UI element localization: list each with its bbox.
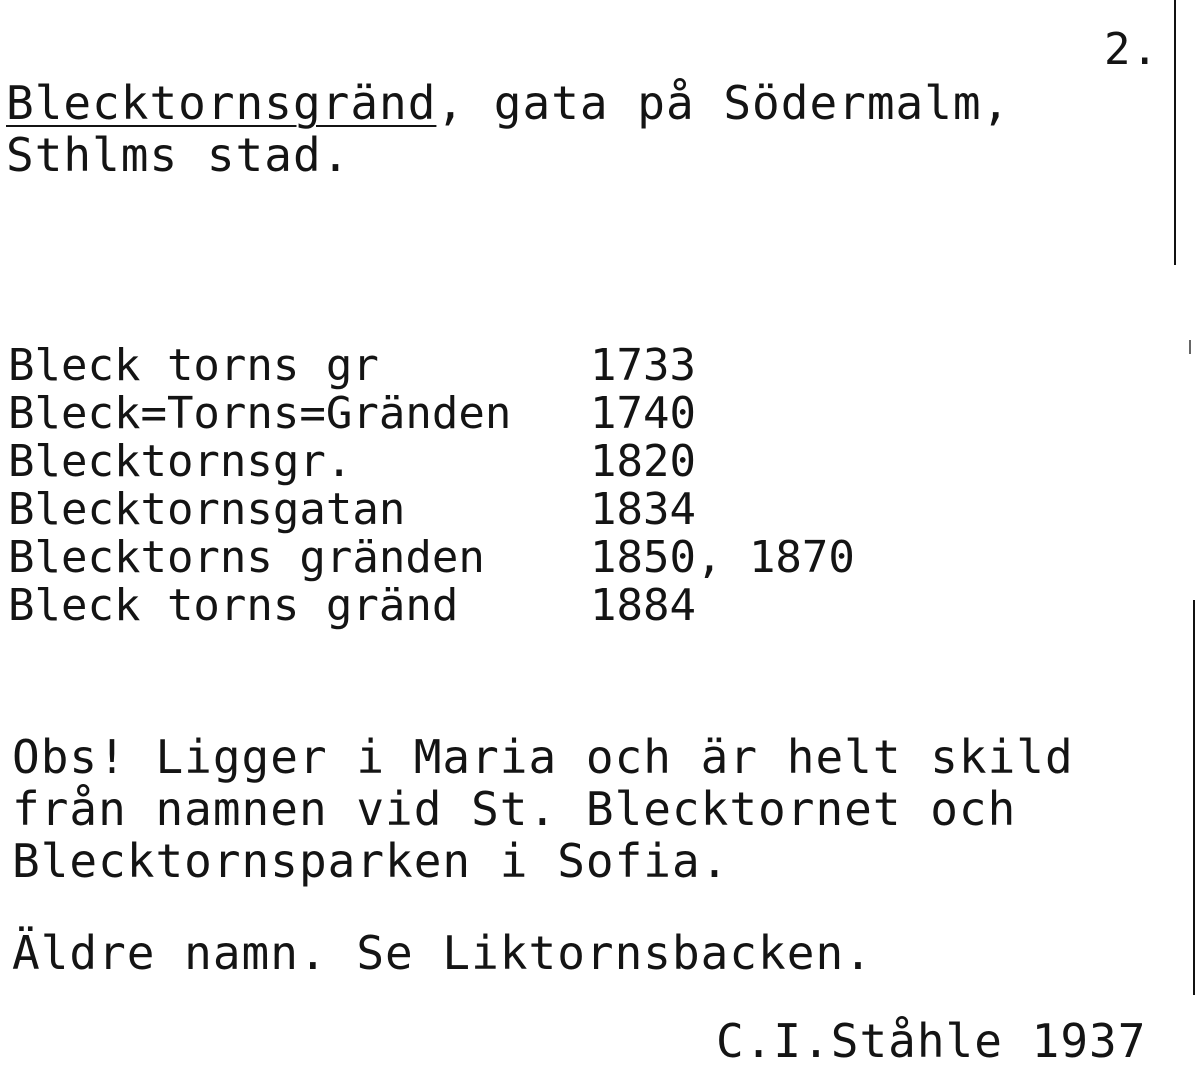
page-number: 2.	[1104, 24, 1159, 75]
variant-name: Blecktornsgatan	[8, 484, 406, 535]
heading-line-2: Sthlms stad.	[6, 128, 351, 182]
card-edge-line-top	[1174, 0, 1176, 265]
note-line-1: Obs! Ligger i Maria och är helt skild	[12, 730, 1074, 784]
older-name-reference: Äldre namn. Se Liktornsbacken.	[12, 926, 873, 980]
card-edge-mark	[1189, 340, 1191, 354]
variant-row	[8, 532, 855, 584]
variant-name: Blecktornsgr.	[8, 436, 353, 487]
variant-row	[8, 436, 855, 488]
heading-description: , gata på Södermalm,	[436, 76, 1011, 130]
heading-line-1	[6, 76, 1011, 130]
signature: C.I.Ståhle 1937	[716, 1014, 1147, 1068]
card-edge-line-bottom	[1193, 600, 1195, 995]
variant-row	[8, 340, 855, 392]
variant-years: 1834	[590, 484, 696, 535]
variant-name: Bleck torns gr	[8, 340, 379, 391]
variant-row	[8, 484, 855, 536]
variant-years: 1733	[590, 340, 696, 391]
variant-name: Bleck torns gränd	[8, 580, 459, 631]
variant-years: 1884	[590, 580, 696, 631]
variant-name: Blecktorns gränden	[8, 532, 485, 583]
headword: Blecktornsgränd	[6, 76, 437, 130]
variant-name: Bleck=Torns=Gränden	[8, 388, 512, 439]
variant-years: 1850, 1870	[590, 532, 855, 583]
note-line-2: från namnen vid St. Blecktornet och	[12, 782, 1017, 836]
variant-row	[8, 580, 855, 632]
variant-row	[8, 388, 855, 440]
name-variants-list	[8, 340, 855, 632]
variant-years: 1740	[590, 388, 696, 439]
variant-years: 1820	[590, 436, 696, 487]
note-line-3: Blecktornsparken i Sofia.	[12, 834, 730, 888]
